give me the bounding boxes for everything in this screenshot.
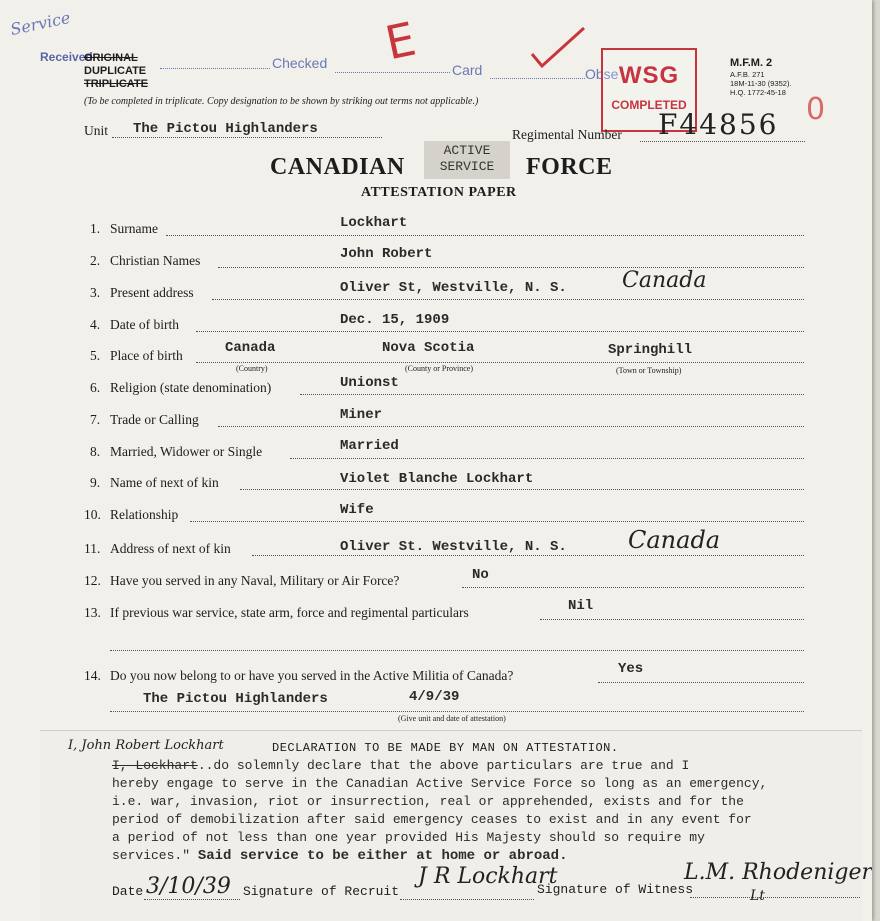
field-13-extra-dots [110,650,804,651]
declaration-line-4: period of demobilization after said emergency ceases to exist and in any event for [112,812,752,827]
field-5-county: Nova Scotia [382,340,475,356]
regimental-value: F44856 [658,108,779,141]
stamp-completed: COMPLETED [611,98,687,112]
field-10-value: Wife [340,502,374,518]
form-ref-2: 18M-11-30 (9352). [730,79,792,88]
regimental-label: Regimental Number [512,127,622,142]
field-6-num: 6. [90,380,101,395]
field-14-num: 14. [84,668,101,683]
field-9-dots [240,489,804,490]
field-4-label: Date of birth [110,317,179,332]
declaration-line-3: i.e. war, invasion, riot or insurrection, real or apprehended, exists and for the [112,794,744,809]
card-dots [490,78,585,79]
copy-received: Received [40,50,93,64]
sig-recruit: J R Lockhart [418,864,558,889]
declaration-line-1 [112,758,689,773]
form-code: M.F.M. 2 [730,57,773,69]
field-4-value: Dec. 15, 1909 [340,312,450,328]
field-7-label: Trade or Calling [110,412,199,427]
field-3-label: Present address [110,285,194,300]
copy-duplicate: DUPLICATE [84,65,147,77]
field-14-extra-dots [110,711,804,712]
field-7-num: 7. [90,412,101,427]
field-8-value: Married [340,438,399,454]
regimental-dots [640,141,805,142]
sig-recruit-label: Signature of Recruit [243,884,400,899]
sig-recruit-dots [400,899,534,900]
field-8-label: Married, Widower or Single [110,444,263,459]
title-left: CANADIAN [270,154,405,180]
field-14-date: 4/9/39 [409,689,460,705]
declaration-text-1: ..do solemnly declare that the above particulars are true and I [197,758,690,773]
card-label: Card [452,62,483,78]
field-11-num: 11. [84,541,101,556]
sig-witness: L.M. Rhodeniger [684,860,872,885]
field-9-label: Name of next of kin [110,475,219,490]
field-4-dots [196,331,804,332]
field-13-value: Nil [568,598,594,614]
received-dots [160,68,270,69]
field-14-value: Yes [618,661,644,677]
stamp-wsg: WSG [618,62,680,89]
field-11-hand: Canada [628,526,721,554]
field-13-dots [540,619,804,620]
field-4-num: 4. [90,317,101,332]
declaration-text-6-bold: Said service to be either at home or abroad. [197,848,568,864]
instructions: (To be completed in triplicate. Copy designation to be shown by striking out terms not applicable.) [84,96,479,107]
field-1-label: Surname [110,221,158,236]
field-11-value: Oliver St. Westville, N. S. [340,539,567,555]
sig-witness-label: Signature of Witness [537,882,694,897]
field-2-value: John Robert [340,246,433,262]
field-2-dots [218,267,804,268]
title-stamp-active: ACTIVE [443,143,491,158]
declaration-line-6 [112,848,568,864]
field-6-dots [300,394,804,395]
field-3-dots [212,299,804,300]
field-7-dots [218,426,804,427]
field-9-value: Violet Blanche Lockhart [340,471,534,487]
field-3-num: 3. [90,285,101,300]
field-6-value: Unionst [340,375,399,391]
copy-triplicate: TRIPLICATE [84,78,148,90]
checked-dots [335,72,450,73]
field-12-dots [462,587,804,588]
title-right: FORCE [526,154,613,180]
checked-label: Checked [272,55,328,71]
field-8-num: 8. [90,444,101,459]
field-2-num: 2. [90,253,101,268]
copy-original: ORIGINAL [84,52,138,64]
declaration-line-5: a period of not less than one year provided His Majesty should so require my [112,830,705,845]
unit-value: The Pictou Highlanders [133,121,318,137]
declaration-hand-name: I, John Robert Lockhart [68,738,224,753]
field-5-sub-country: (Country) [236,364,268,373]
field-3-value: Oliver St, Westville, N. S. [340,280,567,296]
field-5-sub-county: (County or Province) [405,364,473,373]
received-scribble: Service [8,7,72,40]
declaration-line-2: hereby engage to serve in the Canadian Active Service Force so long as an emergency, [112,776,768,791]
declaration-struck: I, Lockhart [112,758,198,773]
red-mark-zero: 0 [806,92,826,127]
field-2-label: Christian Names [110,253,201,268]
declaration-text-6: services." [112,848,191,863]
field-13-num: 13. [84,605,101,620]
date-label: Date [112,884,144,899]
sig-witness-dots [690,897,860,898]
field-10-label: Relationship [110,507,179,522]
form-ref-1: A.F.B. 271 [730,70,765,79]
field-5-dots [196,362,804,363]
field-11-dots [252,555,804,556]
date-value: 3/10/39 [146,874,231,899]
field-5-town: Springhill [608,342,693,358]
field-1-dots [166,235,804,236]
field-5-sub-town: (Town or Township) [616,366,682,375]
field-5-country: Canada [225,340,276,356]
field-14-sub: (Give unit and date of attestation) [398,714,506,723]
field-1-num: 1. [90,221,101,236]
title-stamp-service: SERVICE [439,159,495,174]
field-11-label: Address of next of kin [110,541,231,556]
field-5-num: 5. [90,348,101,363]
field-5-label: Place of birth [110,348,183,363]
active-service-stamp [424,141,510,179]
field-14-label: Do you now belong to or have you served in the Active Militia of Canada? [110,668,514,683]
date-dots [144,899,240,900]
sig-witness-rank: Lt [750,888,765,904]
field-13-label: If previous war service, state arm, force and regimental particulars [110,605,469,620]
red-check-icon [528,24,588,74]
unit-dots [112,137,382,138]
field-6-label: Religion (state denomination) [110,380,272,395]
field-12-label: Have you served in any Naval, Military or Air Force? [110,573,400,588]
field-12-num: 12. [84,573,101,588]
field-12-value: No [472,567,489,583]
obse-label: Obse [585,66,619,82]
field-10-dots [190,521,804,522]
form-ref-3: H.Q. 1772-45-18 [730,88,786,97]
field-3-hand: Canada [622,268,707,293]
field-14-dots [598,682,804,683]
field-10-num: 10. [84,507,101,522]
unit-label: Unit [84,123,109,138]
field-8-dots [290,458,804,459]
declaration-heading: DECLARATION TO BE MADE BY MAN ON ATTESTATION. [272,741,619,755]
field-1-value: Lockhart [340,215,408,231]
subtitle: ATTESTATION PAPER [361,185,517,200]
field-9-num: 9. [90,475,101,490]
field-7-value: Miner [340,407,383,423]
field-14-unit: The Pictou Highlanders [143,691,328,707]
red-mark-e: E [380,11,421,71]
